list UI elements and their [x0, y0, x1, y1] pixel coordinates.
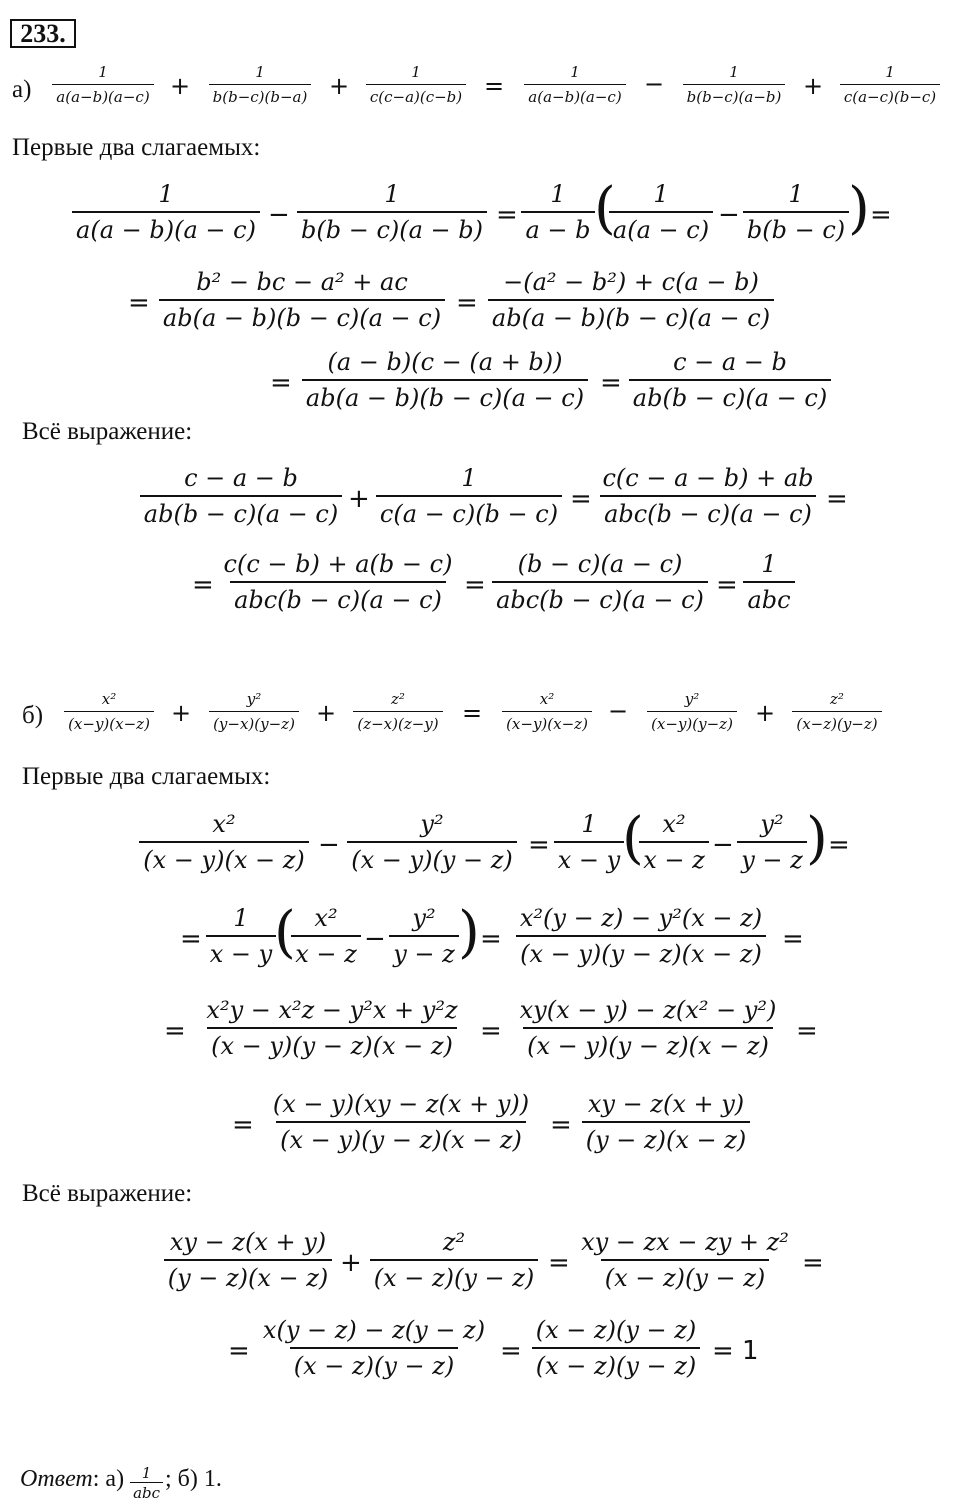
equals-sign: =: [500, 1336, 522, 1366]
plus-sign: +: [171, 699, 192, 727]
equals-sign: =: [484, 72, 505, 100]
part-a-s2-fraction-1: b² − bc − a² + ac ab(a − b)(b − c)(a − c): [152, 268, 452, 332]
part-a-s1-fraction-4: 1 a(a − c): [606, 180, 716, 244]
equals-sign: =: [232, 1110, 254, 1140]
part-a-statement-term-1: 1 a(a−b)(a−c): [38, 63, 168, 106]
equals-sign: =: [464, 570, 486, 600]
part-a-statement-term-2: 1 b(b−c)(b−a): [194, 63, 326, 106]
minus-sign: −: [608, 697, 629, 725]
equals-sign: =: [480, 1016, 502, 1046]
part-b-s3-fraction-1: x²y − x²z − y²x + y²z (x − y)(y − z)(x − z): [206, 996, 458, 1060]
part-b-w1-fraction-1: xy − z(x + y) (y − z)(x − z): [156, 1228, 340, 1292]
equals-sign: =: [180, 924, 202, 954]
left-paren: (: [622, 806, 644, 871]
equals-sign: =: [228, 1336, 250, 1366]
equals-sign: =: [828, 830, 850, 860]
part-b-s4-fraction-2: xy − z(x + y) (y − z)(x − z): [574, 1090, 758, 1154]
part-a-w1-fraction-2: 1 c(a − c)(b − c): [372, 464, 566, 528]
right-paren: ): [806, 806, 828, 871]
part-a-statement-term-3: 1 c(c−a)(c−b): [352, 63, 480, 106]
equals-sign: =: [496, 200, 518, 230]
equals-sign: =: [716, 570, 738, 600]
part-a-statement-term-6: 1 c(a−c)(b−c): [826, 63, 954, 106]
equals-sign: =: [796, 1016, 818, 1046]
plus-sign: +: [340, 1248, 362, 1278]
equals-sign: =: [782, 924, 804, 954]
plus-sign: +: [803, 72, 824, 100]
part-b-statement-term-5: y² (x−y)(y−z): [632, 690, 752, 733]
right-paren: ): [848, 176, 870, 241]
problem-number: 233.: [10, 19, 76, 48]
equals-sign: =: [870, 200, 892, 230]
part-a-w2-fraction-2: (b − c)(a − c) abc(b − c)(a − c): [488, 550, 712, 614]
part-b-result: = 1: [712, 1336, 759, 1366]
part-b-s1-fraction-4: x² x − z: [636, 810, 712, 874]
part-a-w1-fraction-1: c − a − b ab(b − c)(a − c): [134, 464, 348, 528]
part-b-s3-fraction-2: xy(x − y) − z(x² − y²) (x − y)(y − z)(x − z): [519, 996, 777, 1060]
equals-sign: =: [270, 368, 292, 398]
left-paren: (: [274, 900, 296, 965]
part-a-label: а): [12, 76, 32, 103]
equals-sign: =: [548, 1248, 570, 1278]
part-b-s4-fraction-1: (x − y)(xy − z(x + y)) (x − y)(y − z)(x − z): [272, 1090, 530, 1154]
left-paren: (: [594, 176, 616, 241]
minus-sign: −: [268, 200, 290, 230]
part-b-statement-term-6: z² (x−z)(y−z): [778, 690, 896, 733]
equals-sign: =: [192, 570, 214, 600]
equals-sign: =: [456, 288, 478, 318]
part-a-statement-term-5: 1 b(b−c)(a−b): [668, 63, 800, 106]
answer-part-a-prefix: : а): [92, 1465, 125, 1492]
part-a-s1-fraction-3: 1 a − b: [520, 180, 596, 244]
part-a-heading-first-two: Первые два слагаемых:: [12, 134, 261, 161]
part-b-s1-fraction-5: y² y − z: [734, 810, 810, 874]
minus-sign: −: [712, 830, 734, 860]
equals-sign: =: [826, 484, 848, 514]
part-b-w1-fraction-3: xy − zx − zy + z² (x − z)(y − z): [581, 1228, 789, 1292]
part-a-s2-fraction-2: −(a² − b²) + c(a − b) ab(a − b)(b − c)(a − c): [480, 268, 782, 332]
answer-label: Ответ: [20, 1465, 93, 1492]
part-b-s2-fraction-1: 1 x − y: [204, 904, 278, 968]
part-b-s2-fraction-3: y² y − z: [386, 904, 462, 968]
part-b-statement-term-1: x² (x−y)(x−z): [50, 690, 168, 733]
plus-sign: +: [348, 484, 370, 514]
minus-sign: −: [718, 200, 740, 230]
equals-sign: =: [164, 1016, 186, 1046]
part-a-s3-fraction-1: (a − b)(c − (a + b)) ab(a − b)(b − c)(a − c): [294, 348, 596, 412]
part-b-w1-fraction-2: z² (x − z)(y − z): [364, 1228, 544, 1292]
part-b-s2-fraction-2: x² x − z: [288, 904, 364, 968]
part-b-s1-fraction-2: y² (x − y)(y − z): [340, 810, 524, 874]
part-a-heading-whole: Всё выражение:: [22, 418, 193, 445]
right-paren: ): [458, 900, 480, 965]
minus-sign: −: [364, 924, 386, 954]
plus-sign: +: [170, 72, 191, 100]
answer-fraction: 1 abc: [130, 1464, 163, 1502]
answer-line: [20, 1460, 222, 1502]
part-a-statement-term-4: 1 a(a−b)(a−c): [510, 63, 640, 106]
part-b-heading-whole: Всё выражение:: [22, 1180, 193, 1207]
part-a-s1-fraction-2: 1 b(b − c)(a − b): [292, 180, 492, 244]
part-b-statement-term-3: z² (z−x)(z−y): [338, 690, 458, 733]
equals-sign: =: [528, 830, 550, 860]
part-b-s2-fraction-4: x²(y − z) − y²(x − z) (x − y)(y − z)(x − z): [504, 904, 778, 968]
part-a-w2-fraction-1: c(c − b) + a(b − c) abc(b − c)(a − c): [223, 550, 453, 614]
part-b-statement-term-4: x² (x−y)(x−z): [488, 690, 606, 733]
answer-part-b: ; б) 1.: [165, 1465, 222, 1492]
part-a-w1-fraction-3: c(c − a − b) + ab abc(b − c)(a − c): [594, 464, 822, 528]
plus-sign: +: [329, 72, 350, 100]
part-b-statement-term-2: y² (y−x)(y−z): [194, 690, 314, 733]
plus-sign: +: [755, 699, 776, 727]
equals-sign: =: [570, 484, 592, 514]
minus-sign: −: [644, 70, 665, 98]
equals-sign: =: [128, 288, 150, 318]
part-b-s1-fraction-1: x² (x − y)(x − z): [132, 810, 316, 874]
part-b-w2-fraction-2: (x − z)(y − z) (x − z)(y − z): [524, 1316, 708, 1380]
equals-sign: =: [462, 699, 483, 727]
equals-sign: =: [550, 1110, 572, 1140]
equals-sign: =: [600, 368, 622, 398]
equals-sign: =: [480, 924, 502, 954]
plus-sign: +: [316, 699, 337, 727]
part-b-s1-fraction-3: 1 x − y: [552, 810, 626, 874]
equals-sign: =: [802, 1248, 824, 1278]
part-b-w2-fraction-1: x(y − z) − z(y − z) (x − z)(y − z): [262, 1316, 486, 1380]
part-a-s1-fraction-5: 1 b(b − c): [742, 180, 850, 244]
part-a-w2-fraction-3: 1 abc: [740, 550, 798, 614]
part-b-label: б): [22, 702, 44, 729]
part-a-s3-fraction-2: c − a − b ab(b − c)(a − c): [624, 348, 836, 412]
part-a-s1-fraction-1: 1 a(a − b)(a − c): [66, 180, 266, 244]
minus-sign: −: [318, 830, 340, 860]
part-b-heading-first-two: Первые два слагаемых:: [22, 763, 271, 790]
